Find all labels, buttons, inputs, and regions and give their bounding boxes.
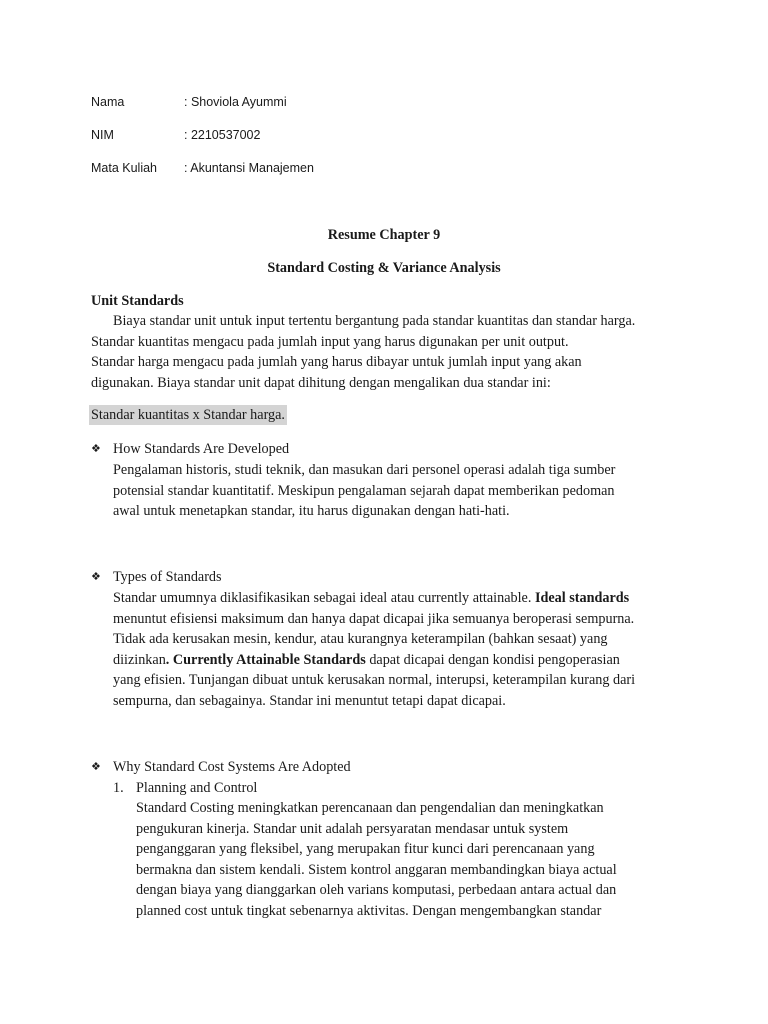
paragraph-line: Tidak ada kerusakan mesin, kendur, atau kurangnya keterampilan (bahkan sesaat) yang [113,631,608,648]
identity-label: Nama [91,95,125,109]
paragraph-line: menuntut efisiensi maksimum dan hanya dapat dicapai jika semuanya beroperasi sempurna. [113,610,635,627]
unit-standards-paragraph [91,311,681,393]
paragraph-line: potensial standar kuantitatif. Meskipun pengalaman sejarah dapat memberikan pedoman [113,482,615,499]
document-title: Resume Chapter 9 [327,227,441,243]
identity-label: NIM [91,128,114,142]
item-heading: Planning and Control [136,780,258,796]
term-ideal-standards: Ideal standards [534,590,630,606]
paragraph-line: Pengalaman historis, studi teknik, dan masukan dari personel operasi adalah tiga sumber [113,462,616,478]
bullet-heading: How Standards Are Developed [113,441,290,457]
paragraph-line: diizinkan. Currently Attainable Standards dapat dicapai dengan kondisi pengoperasian [113,651,620,668]
paragraph-line: sempurna, dan sebagainya. Standar ini menuntut tetapi dapat dicapai. [113,692,506,709]
identity-value: : 2210537002 [184,128,261,142]
identity-value: : Akuntansi Manajemen [184,161,314,175]
identity-label: Mata Kuliah [91,161,158,175]
planning-control-paragraph [136,798,696,922]
item-number: 1. [113,780,124,796]
diamond-bullet-icon: ❖ [91,442,101,455]
document-subtitle: Standard Costing & Variance Analysis [267,260,501,276]
diamond-bullet-icon: ❖ [91,570,101,583]
diamond-bullet-icon: ❖ [91,760,101,773]
paragraph-line: dengan biaya yang dianggarkan oleh varians komputasi, perbedaan antara actual dan [136,882,617,899]
identity-value: : Shoviola Ayummi [184,95,287,109]
paragraph-line: digunakan. Biaya standar unit dapat dihitung dengan mengalikan dua standar ini: [91,374,551,391]
highlighted-formula: Standar kuantitas x Standar harga. [91,407,285,423]
paragraph-line: yang efisien. Tunjangan dibuat untuk kerusakan normal, interupsi, keterampilan kurang dari [113,672,636,689]
how-developed-paragraph [113,460,683,522]
section-heading-unit-standards: Unit Standards [91,293,184,309]
types-paragraph [113,588,683,712]
paragraph-line: Standard Costing meningkatkan perencanaan dan pengendalian dan meningkatkan [136,800,604,816]
paragraph-line: Standar harga mengacu pada jumlah yang harus dibayar untuk jumlah input yang akan [91,354,582,370]
paragraph-line: Biaya standar unit untuk input tertentu bergantung pada standar kuantitas dan standar harga. [113,313,636,329]
paragraph-line: pengukuran kinerja. Standar unit adalah persyaratan mendasar untuk system [136,820,569,837]
paragraph-line: planned cost untuk tingkat sebenarnya aktivitas. Dengan mengembangkan standar [136,902,602,919]
paragraph-line: Standar umumnya diklasifikasikan sebagai ideal atau currently attainable. Ideal standards [113,590,630,606]
paragraph-line: Standar kuantitas mengacu pada jumlah input yang harus digunakan per unit output. [91,333,569,350]
bullet-heading: Types of Standards [113,569,222,585]
paragraph-line: awal untuk menetapkan standar, itu harus digunakan dengan hati-hati. [113,503,510,520]
paragraph-line: bermakna dan sistem kendali. Sistem kontrol anggaran membandingkan biaya actual [136,861,617,878]
bullet-heading: Why Standard Cost Systems Are Adopted [113,759,351,775]
term-currently-attainable-standards: . Currently Attainable Standards [165,651,366,668]
paragraph-line: penganggaran yang fleksibel, yang merupakan fitur kunci dari perencanaan yang [136,841,595,858]
